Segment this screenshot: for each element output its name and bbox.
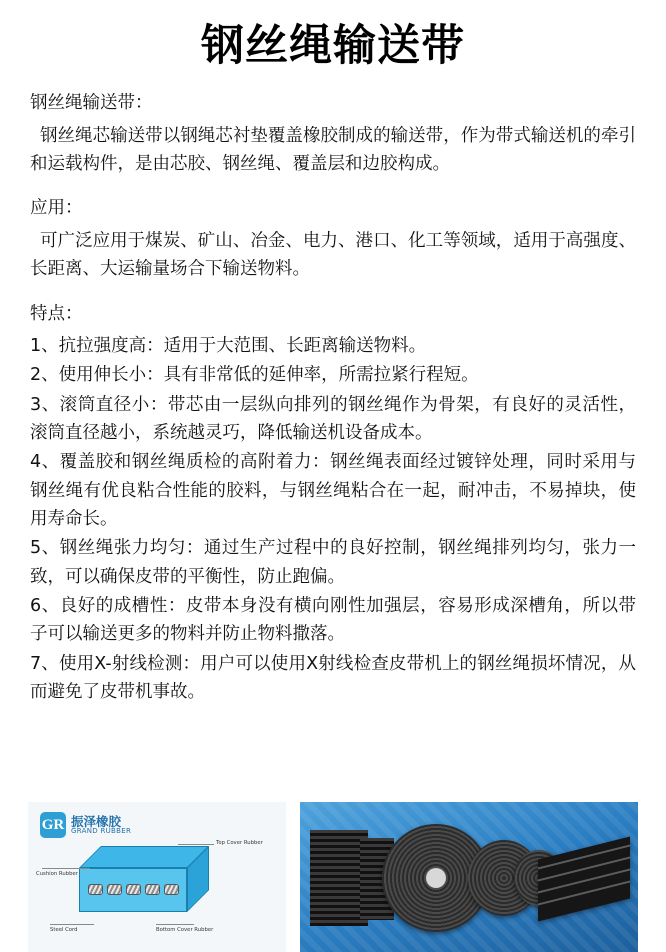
steel-cord-icon <box>107 884 122 895</box>
feature-item: 5、钢丝绳张力均匀：通过生产过程中的良好控制，钢丝绳排列均匀，张力一致，可以确保皮带的平衡性，防止跑偏。 <box>30 538 636 587</box>
leader-line <box>50 924 94 925</box>
belt-edge-line <box>538 857 630 882</box>
feature-item: 1、抗拉强度高：适用于大范围、长距离输送物料。 <box>30 335 427 356</box>
steel-cord-icon <box>145 884 160 895</box>
label-top-cover: Top Cover Rubber <box>216 840 263 846</box>
feature-item: 7、使用X-射线检测：用户可以使用X射线检查皮带机上的钢丝绳损坏情况，从而避免了皮带机事故。 <box>30 653 636 702</box>
page-title: 钢丝绳输送带 <box>201 21 465 71</box>
intro-body: 钢丝绳芯输送带以钢绳芯衬垫覆盖橡胶制成的输送带，作为带式输送机的牵引和运载构件，是由芯胶、钢丝绳、覆盖层和边胶构成。 <box>30 125 636 175</box>
feature-item: 2、使用伸长小：具有非常低的延伸率，所需拉紧行程短。 <box>30 365 479 386</box>
steel-cord-icon <box>164 884 179 895</box>
logo-mark-icon: GR <box>40 812 66 838</box>
label-cushion-rubber: Cushion Rubber <box>36 871 78 877</box>
feature-item: 3、滚筒直径小：带芯由一层纵向排列的钢丝绳作为骨架，有良好的灵活性，滚筒直径越小，系统越灵巧，降低输送机设备成本。 <box>30 394 636 443</box>
application-body: 可广泛应用于煤炭、矿山、冶金、电力、港口、化工等领域，适用于高强度、长距离、大运输量场合下输送物料。 <box>30 230 636 280</box>
belt-edge-line <box>538 869 630 894</box>
steel-cord-icon <box>126 884 141 895</box>
features-heading: 特点： <box>30 303 83 324</box>
logo-text <box>71 815 131 835</box>
leader-line <box>156 924 194 925</box>
document-body <box>0 89 666 706</box>
brand-logo <box>40 812 131 838</box>
belt-edge-line <box>538 881 630 906</box>
intro-heading: 钢丝绳输送带： <box>30 93 153 114</box>
label-bottom-cover: Bottom Cover Rubber <box>156 927 214 933</box>
document-page <box>0 22 666 952</box>
belt-roll-core <box>426 868 446 888</box>
application-heading: 应用： <box>30 198 83 219</box>
steel-cord-icon <box>88 884 103 895</box>
leader-line <box>42 868 90 869</box>
logo-chinese-name: 振泽橡胶 <box>71 813 122 829</box>
leader-line <box>178 844 214 845</box>
logo-english-name: GRAND RUBBER <box>71 826 132 835</box>
feature-item: 4、覆盖胶和钢丝绳质检的高附着力：钢丝绳表面经过镀锌处理，同时采用与钢丝绳有优良粘合性能的胶料，与钢丝绳粘合在一起，耐冲击，不易掉块，使用寿命长。 <box>30 452 636 529</box>
label-steel-cord: Steel Cord <box>50 927 78 933</box>
feature-item: 6、良好的成槽性：皮带本身没有横向刚性加强层，容易形成深槽角，所以带子可以输送更多的物料并防止物料撒落。 <box>30 595 636 645</box>
